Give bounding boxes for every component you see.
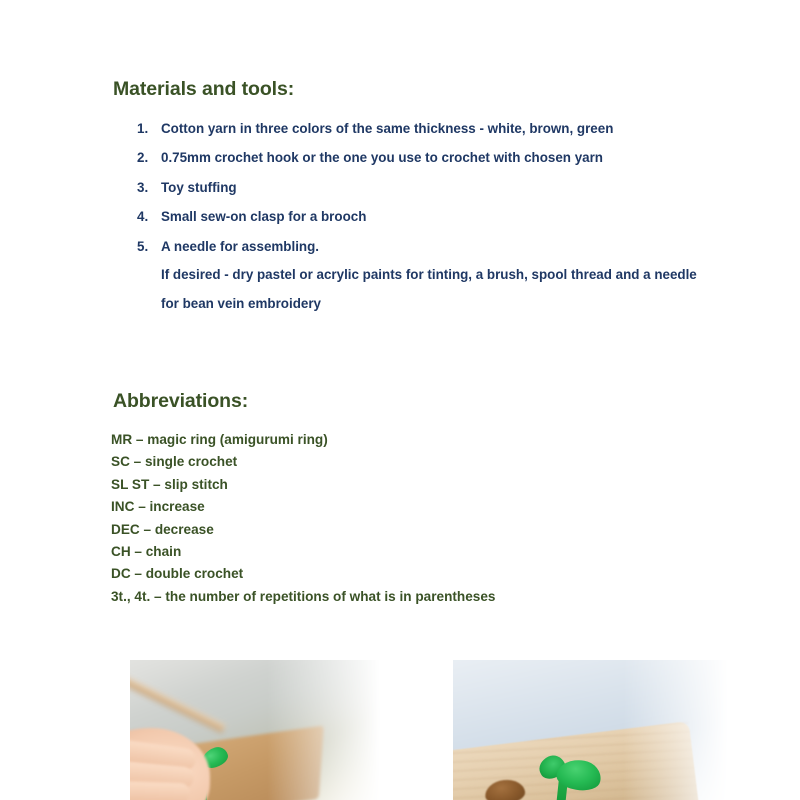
list-item (113, 173, 773, 202)
list-item (113, 232, 773, 261)
list-marker: 3. (137, 179, 149, 195)
materials-note (113, 260, 793, 319)
list-item-text: Small sew-on clasp for a brooch (161, 209, 367, 225)
list-marker: 2. (137, 150, 149, 166)
abbreviation-item: INC – increase (111, 499, 205, 515)
list-marker: 5. (137, 238, 149, 254)
list-item (113, 202, 773, 231)
abbreviation-item: SL ST – slip stitch (111, 476, 228, 492)
materials-list (113, 114, 773, 261)
list-marker: 1. (137, 121, 149, 136)
list-marker: 4. (137, 209, 149, 225)
abbreviation-item: 3t., 4t. – the number of repetitions of what is in parentheses (111, 588, 496, 604)
abbreviations-list (111, 429, 495, 608)
abbreviations-heading: Abbreviations: (113, 390, 249, 412)
abbreviation-item: DEC – decrease (111, 521, 214, 537)
abbreviation-item: DC – double crochet (111, 566, 244, 582)
photo-hand-with-sprout (130, 660, 380, 800)
abbreviation-item: SC – single crochet (111, 454, 238, 470)
photo-left-content (130, 660, 380, 800)
photo-board-with-sprout (453, 660, 728, 800)
list-item-text: Cotton yarn in three colors of the same thickness - white, brown, green (161, 121, 614, 136)
photo-left-finger (130, 781, 190, 800)
photo-right-content (453, 660, 728, 800)
list-item (113, 114, 773, 143)
list-item-text: Toy stuffing (161, 179, 237, 195)
list-item-text: 0.75mm crochet hook or the one you use to crochet with chosen yarn (161, 150, 603, 166)
list-item (113, 143, 773, 172)
materials-heading: Materials and tools: (113, 78, 295, 100)
materials-note-line: If desired - dry pastel or acrylic paints for tinting, a brush, spool thread and a needle (161, 267, 697, 282)
materials-note-line: for bean vein embroidery (161, 296, 321, 312)
abbreviation-item: CH – chain (111, 544, 182, 560)
list-item-text: A needle for assembling. (161, 238, 320, 254)
abbreviation-item: MR – magic ring (amigurumi ring) (111, 432, 328, 447)
